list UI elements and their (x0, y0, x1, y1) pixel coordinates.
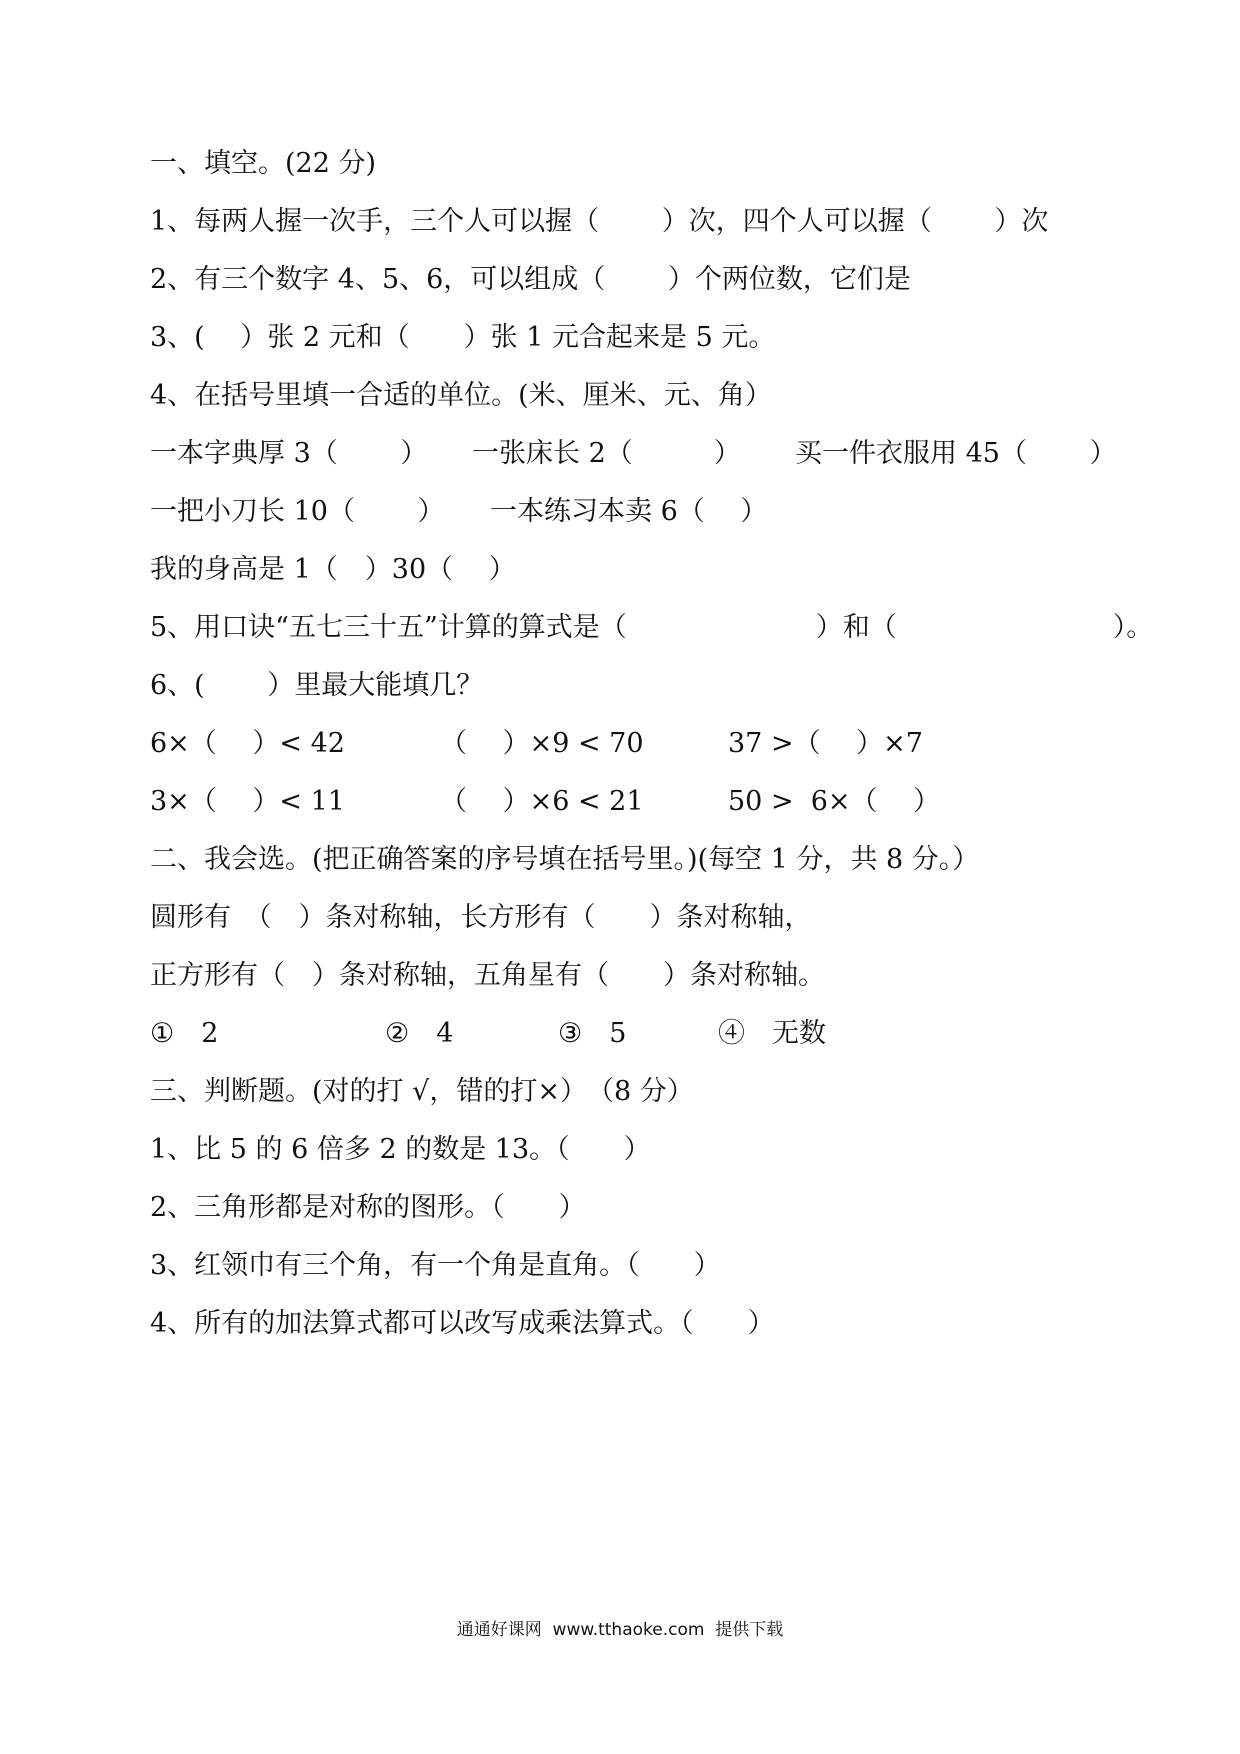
question-6: 6、( ）里最大能填几？ (150, 670, 484, 701)
unit-item-bed: 一张床长 2（ ） (472, 438, 741, 469)
option-4: ④ 无数 (718, 1018, 826, 1049)
judgement-2: 2、三角形都是对称的图形。（ ） (150, 1192, 586, 1223)
page-footer: 通通好课网 www.tthaoke.com 提供下载 (456, 1620, 784, 1640)
option-1: ① 2 (150, 1018, 219, 1049)
section1-title: 一、填空。(22 分) (150, 148, 377, 179)
judgement-4: 4、所有的加法算式都可以改写成乘法算式。（ ） (150, 1308, 775, 1339)
question-4: 4、在括号里填一合适的单位。(米、厘米、元、角） (150, 380, 772, 411)
inequality-6: 50 > 6×（ ） (728, 786, 941, 817)
question-5: 5、用口诀“五七三十五”计算的算式是（ ）和（ ）。 (150, 612, 1154, 643)
symmetry-line-2: 正方形有（ ）条对称轴，五角星有（ ）条对称轴。 (150, 960, 825, 991)
inequality-5: （ ）×6 < 21 (440, 786, 644, 817)
unit-item-knife: 一把小刀长 10（ ） (150, 496, 445, 527)
symmetry-line-1: 圆形有 （ ）条对称轴，长方形有（ ）条对称轴， (150, 902, 812, 933)
unit-item-notebook: 一本练习本卖 6（ ） (490, 496, 768, 527)
unit-item-dictionary: 一本字典厚 3（ ） (150, 438, 428, 469)
inequality-3: 37 >（ ）×7 (728, 728, 923, 759)
judgement-3: 3、红领巾有三个角，有一个角是直角。（ ） (150, 1250, 721, 1281)
option-3: ③ 5 (558, 1018, 627, 1049)
inequality-1: 6×（ ）< 42 (150, 728, 345, 759)
question-1: 1、每两人握一次手，三个人可以握（ ）次，四个人可以握（ ）次 (150, 206, 1049, 237)
question-2: 2、有三个数字 4、5、6，可以组成（ ）个两位数，它们是 (150, 264, 911, 295)
question-3: 3、( ）张 2 元和（ ）张 1 元合起来是 5 元。 (150, 322, 776, 353)
judgement-1: 1、比 5 的 6 倍多 2 的数是 13。（ ） (150, 1134, 651, 1165)
section3-title: 三、判断题。(对的打 √，错的打×） （8 分） (150, 1076, 694, 1107)
inequality-2: （ ）×9 < 70 (440, 728, 644, 759)
option-2: ② 4 (385, 1018, 454, 1049)
unit-item-clothes: 买一件衣服用 45（ ） (795, 438, 1117, 469)
unit-item-height: 我的身高是 1（ ）30（ ） (150, 554, 516, 585)
inequality-4: 3×（ ）< 11 (150, 786, 345, 817)
section2-title: 二、我会选。(把正确答案的序号填在括号里。)(每空 1 分，共 8 分。） (150, 844, 980, 875)
